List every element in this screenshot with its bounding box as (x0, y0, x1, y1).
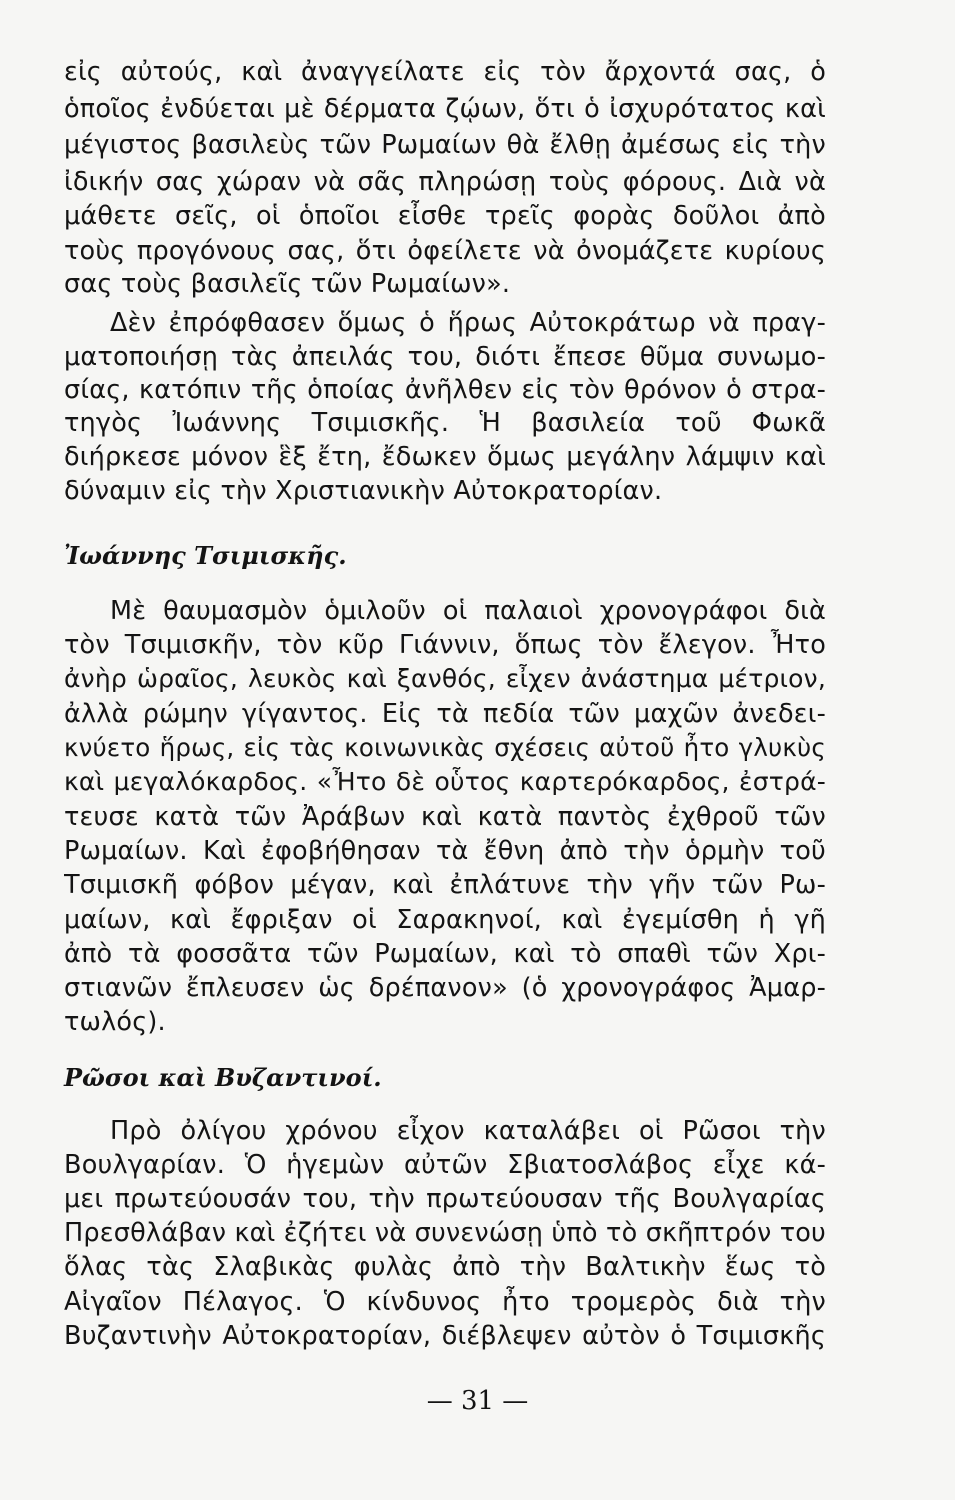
text-line: μάθετε σεῖς, οἱ ὁποῖοι εἶσθε τρεῖς φορὰς δοῦλοι ἀπὸ (64, 201, 826, 231)
text-line: ὁποῖος ἐνδύεται μὲ δέρματα ζῴων, ὅτι ὁ ἰσχυρότατος καὶ (64, 94, 826, 124)
text-line: Αἰγαῖον Πέλαγος. Ὁ κίνδυνος ἦτο τρομερὸς διὰ τὴν (64, 1287, 826, 1317)
text-line: τηγὸς Ἰωάννης Τσιμισκῆς. Ἡ βασιλεία τοῦ Φωκᾶ (64, 408, 826, 438)
text-line: ἀλλὰ ρώμην γίγαντος. Εἰς τὰ πεδία τῶν μαχῶν ἀνεδει- (64, 699, 826, 729)
text-line: ματοποιήσῃ τὰς ἀπειλάς του, διότι ἔπεσε θῦμα συνωμο- (64, 342, 826, 372)
text-line: Πρεσθλάβαν καὶ ἐζήτει νὰ συνενώσῃ ὑπὸ τὸ σκῆπτρόν του (64, 1218, 826, 1248)
text-line: Μὲ θαυμασμὸν ὁμιλοῦν οἱ παλαιοὶ χρονογράφοι διὰ (110, 596, 826, 626)
text-line: στιανῶν ἔπλευσεν ὡς δρέπανον» (ὁ χρονογράφος Ἀμαρ- (64, 973, 826, 1003)
text-line: Βουλγαρίαν. Ὁ ἡγεμὼν αὐτῶν Σβιατοσλάβος εἶχε κά- (64, 1150, 826, 1180)
text-line: σίας, κατόπιν τῆς ὁποίας ἀνῆλθεν εἰς τὸν θρόνον ὁ στρα- (64, 375, 826, 405)
text-line: μει πρωτεύουσάν του, τὴν πρωτεύουσαν τῆς Βουλγαρίας (64, 1184, 826, 1214)
text-line: μέγιστος βασιλεὺς τῶν Ρωμαίων θὰ ἔλθῃ ἀμέσως εἰς τὴν (64, 130, 826, 160)
text-line: δύναμιν εἰς τὴν Χριστιανικὴν Αὐτοκρατορίαν. (64, 476, 663, 506)
text-line: μαίων, καὶ ἔφριξαν οἱ Σαρακηνοί, καὶ ἐγεμίσθη ἡ γῆ (64, 905, 826, 935)
text-line: Πρὸ ὀλίγου χρόνου εἶχον καταλάβει οἱ Ρῶσοι τὴν (110, 1116, 826, 1146)
text-line: Ρωμαίων. Καὶ ἐφοβήθησαν τὰ ἔθνη ἀπὸ τὴν ὁρμὴν τοῦ (64, 836, 826, 866)
text-line: Βυζαντινὴν Αὐτοκρατορίαν, διέβλεψεν αὐτὸν ὁ Τσιμισκῆς (64, 1321, 826, 1351)
text-line: κνύετο ἥρως, εἰς τὰς κοινωνικὰς σχέσεις αὐτοῦ ἦτο γλυκὺς (64, 733, 826, 762)
text-line: Τσιμισκῆ φόβον μέγαν, καὶ ἐπλάτυνε τὴν γῆν τῶν Ρω- (64, 870, 826, 900)
text-line: τὸν Τσιμισκῆν, τὸν κῦρ Γιάννιν, ὅπως τὸν ἔλεγον. Ἦτο (64, 630, 826, 660)
text-line: τοὺς προγόνους σας, ὅτι ὀφείλετε νὰ ὀνομάζετε κυρίους (64, 236, 826, 266)
section-heading: Ἰωάννης Τσιμισκῆς. (64, 541, 347, 570)
text-line: ἀπὸ τὰ φοσσᾶτα τῶν Ρωμαίων, καὶ τὸ σπαθὶ τῶν Χρι- (64, 939, 826, 969)
text-line: καὶ μεγαλόκαρδος. «Ἦτο δὲ οὗτος καρτερόκαρδος, ἐστρά- (64, 767, 826, 796)
text-line: ἀνὴρ ὡραῖος, λευκὸς καὶ ξανθός, εἶχεν ἀνάστημα μέτριον, (64, 664, 826, 693)
text-line: ἰδικήν σας χώραν νὰ σᾶς πληρώσῃ τοὺς φόρους. Διὰ νὰ (64, 167, 826, 197)
text-line: τευσε κατὰ τῶν Ἀράβων καὶ κατὰ παντὸς ἐχθροῦ τῶν (64, 802, 826, 832)
text-line: διήρκεσε μόνον ἓξ ἔτη, ἔδωκεν ὅμως μεγάλην λάμψιν καὶ (64, 442, 826, 472)
section-heading: Ρῶσοι καὶ Βυζαντινοί. (64, 1063, 382, 1092)
page-number: — 31 — (426, 1386, 529, 1416)
text-line: σας τοὺς βασιλεῖς τῶν Ρωμαίων». (64, 269, 511, 299)
text-line: Δὲν ἐπρόφθασεν ὅμως ὁ ἥρως Αὐτοκράτωρ νὰ πραγ- (110, 308, 826, 338)
text-line: τωλός). (64, 1007, 166, 1037)
text-line: ὅλας τὰς Σλαβικὰς φυλὰς ἀπὸ τὴν Βαλτικὴν ἕως τὸ (64, 1252, 826, 1282)
text-line: εἰς αὐτούς, καὶ ἀναγγείλατε εἰς τὸν ἄρχοντά σας, ὁ (64, 57, 826, 87)
